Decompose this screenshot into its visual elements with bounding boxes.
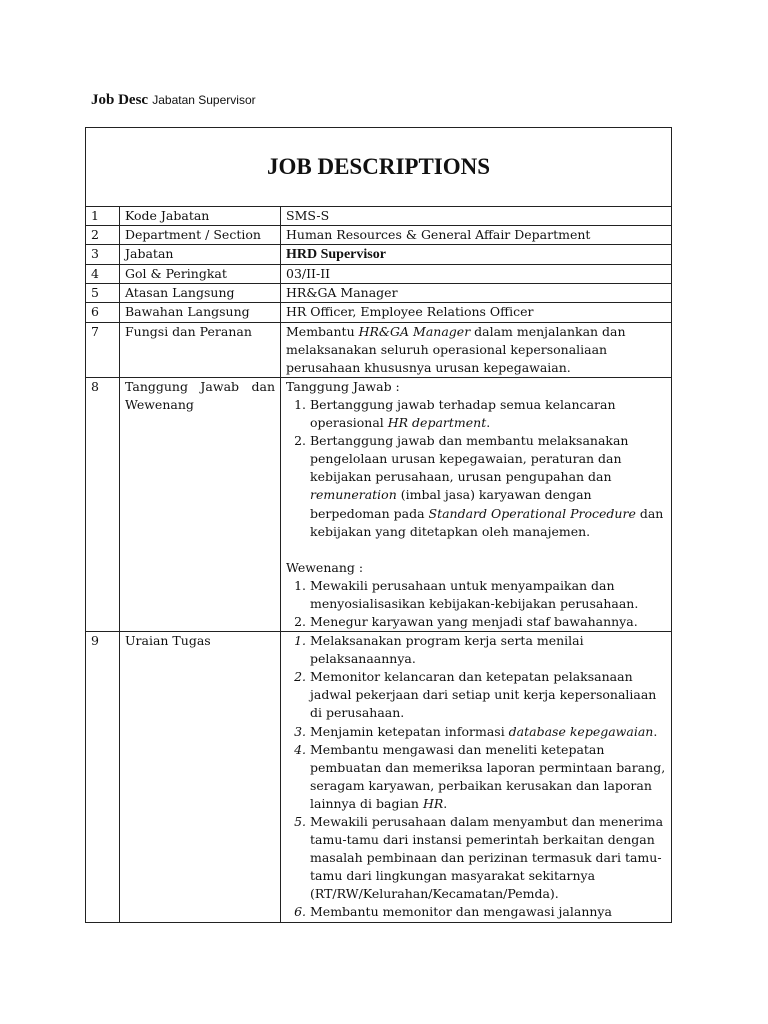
title-row <box>86 128 672 207</box>
list-item <box>310 741 666 813</box>
authority-list <box>286 577 666 631</box>
table-row <box>86 632 672 923</box>
text-span: dan kebijakan yang ditetapkan oleh manajemen. <box>310 505 664 539</box>
list-item <box>310 723 666 741</box>
row-number: 6 <box>86 303 120 322</box>
text-span: dalam menjalankan dan melaksanakan seluruh operasional kepersonaliaan perusahaan khususnya urusan kepegawaian. <box>286 323 626 375</box>
text-span-italic: Standard Operational Procedure <box>428 505 636 521</box>
text-span: Membantu mengawasi dan meneliti ketepatan pembuatan dan memeriksa laporan permintaan barang, seragam karyawan, perbaikan kerusakan dan laporan lainnya di bagian <box>310 741 666 811</box>
list-item <box>310 396 666 432</box>
section-heading: Wewenang : <box>286 559 364 575</box>
text-span: karyawan dengan berpedoman pada <box>310 487 592 521</box>
table-row <box>86 322 672 377</box>
spacer <box>286 541 666 559</box>
row-number: 1 <box>86 207 120 226</box>
responsibility-list <box>286 396 666 541</box>
list-item: 6. Membantu memonitor dan mengawasi jalannya <box>310 903 666 921</box>
list-item: 2. Menegur karyawan yang menjadi staf bawahannya. <box>310 613 666 631</box>
text-span: Bertanggung jawab dan membantu melaksanakan pengelolaan urusan kepegawaian, peraturan dan kebijakan perusahaan, urusan pengupahan dan <box>310 433 629 485</box>
header-bold: Job Desc <box>91 92 149 108</box>
table-title: JOB DESCRIPTIONS <box>86 128 672 207</box>
text-span-italic: database kepegawaian <box>508 723 654 739</box>
table-row <box>86 265 672 284</box>
text-span: . <box>554 886 559 902</box>
row-value: HR&GA Manager <box>281 284 672 303</box>
table-row <box>86 245 672 265</box>
table-row <box>86 284 672 303</box>
row-value <box>281 245 672 265</box>
text-span: Mewakili perusahaan dalam menyambut dan menerima tamu-tamu dari instansi pemerintah berkaitan dengan masalah pembinaan dan perizinan termasuk dari tamu-tamu dari lingkungan masyarakat sekitarnya <box>310 814 664 884</box>
row-value: SMS-S <box>281 207 672 226</box>
row-label: Atasan Langsung <box>120 284 281 303</box>
task-list <box>286 632 666 922</box>
header-subtitle: Jabatan Supervisor <box>152 93 256 107</box>
row-number: 4 <box>86 265 120 284</box>
row-label: Uraian Tugas <box>120 632 281 923</box>
list-item: 1. Melaksanakan program kerja serta menilai pelaksanaannya. <box>310 632 666 668</box>
row-value: HR Officer, Employee Relations Officer <box>281 303 672 322</box>
row-label: Department / Section <box>120 226 281 245</box>
text-span: (imbal jasa) <box>396 487 475 503</box>
row-label: Tanggung Jawab dan Wewenang <box>120 377 281 631</box>
list-item: 1. Mewakili perusahaan untuk menyampaikan dan menyosialisasikan kebijakan-kebijakan perusahaan. <box>310 577 666 613</box>
row-label: Fungsi dan Peranan <box>120 322 281 377</box>
row-value <box>281 322 672 377</box>
text-span: . <box>486 415 491 431</box>
text-span: . <box>653 723 658 739</box>
row-number: 9 <box>86 632 120 923</box>
row-number: 5 <box>86 284 120 303</box>
row-label: Bawahan Langsung <box>120 303 281 322</box>
page-header <box>91 92 256 109</box>
row-value <box>281 377 672 631</box>
table-row <box>86 207 672 226</box>
text-span-italic: HR <box>422 795 444 811</box>
row-value: Human Resources & General Affair Department <box>281 226 672 245</box>
table-row <box>86 226 672 245</box>
job-title-value: HRD Supervisor <box>286 247 386 263</box>
row-number: 7 <box>86 322 120 377</box>
list-item: 2. Memonitor kelancaran dan ketepatan pelaksanaan jadwal pekerjaan dari setiap unit kerja kepersonaliaan di perusahaan. <box>310 668 666 722</box>
text-span-italic: HR&GA Manager <box>358 323 471 339</box>
section-heading: Tanggung Jawab : <box>286 378 400 394</box>
text-span: (RT/RW/Kelurahan/Kecamatan/Pemda) <box>310 886 555 902</box>
table-row <box>86 377 672 631</box>
text-span: Menjamin ketepatan informasi <box>310 723 509 739</box>
text-span-italic: HR department <box>387 415 487 431</box>
row-value: 03/II-II <box>281 265 672 284</box>
list-item <box>310 432 666 541</box>
text-span: . <box>443 795 448 811</box>
row-label: Gol & Peringkat <box>120 265 281 284</box>
row-number: 3 <box>86 245 120 265</box>
job-description-table <box>85 127 672 923</box>
text-span-italic: remuneration <box>310 487 397 503</box>
table-row <box>86 303 672 322</box>
row-number: 8 <box>86 377 120 631</box>
row-label: Kode Jabatan <box>120 207 281 226</box>
row-label: Jabatan <box>120 245 281 265</box>
row-number: 2 <box>86 226 120 245</box>
text-span: Membantu <box>286 323 359 339</box>
row-value <box>281 632 672 923</box>
text-span: Bertanggung jawab terhadap semua kelancaran operasional <box>310 396 616 431</box>
list-item <box>310 813 666 903</box>
